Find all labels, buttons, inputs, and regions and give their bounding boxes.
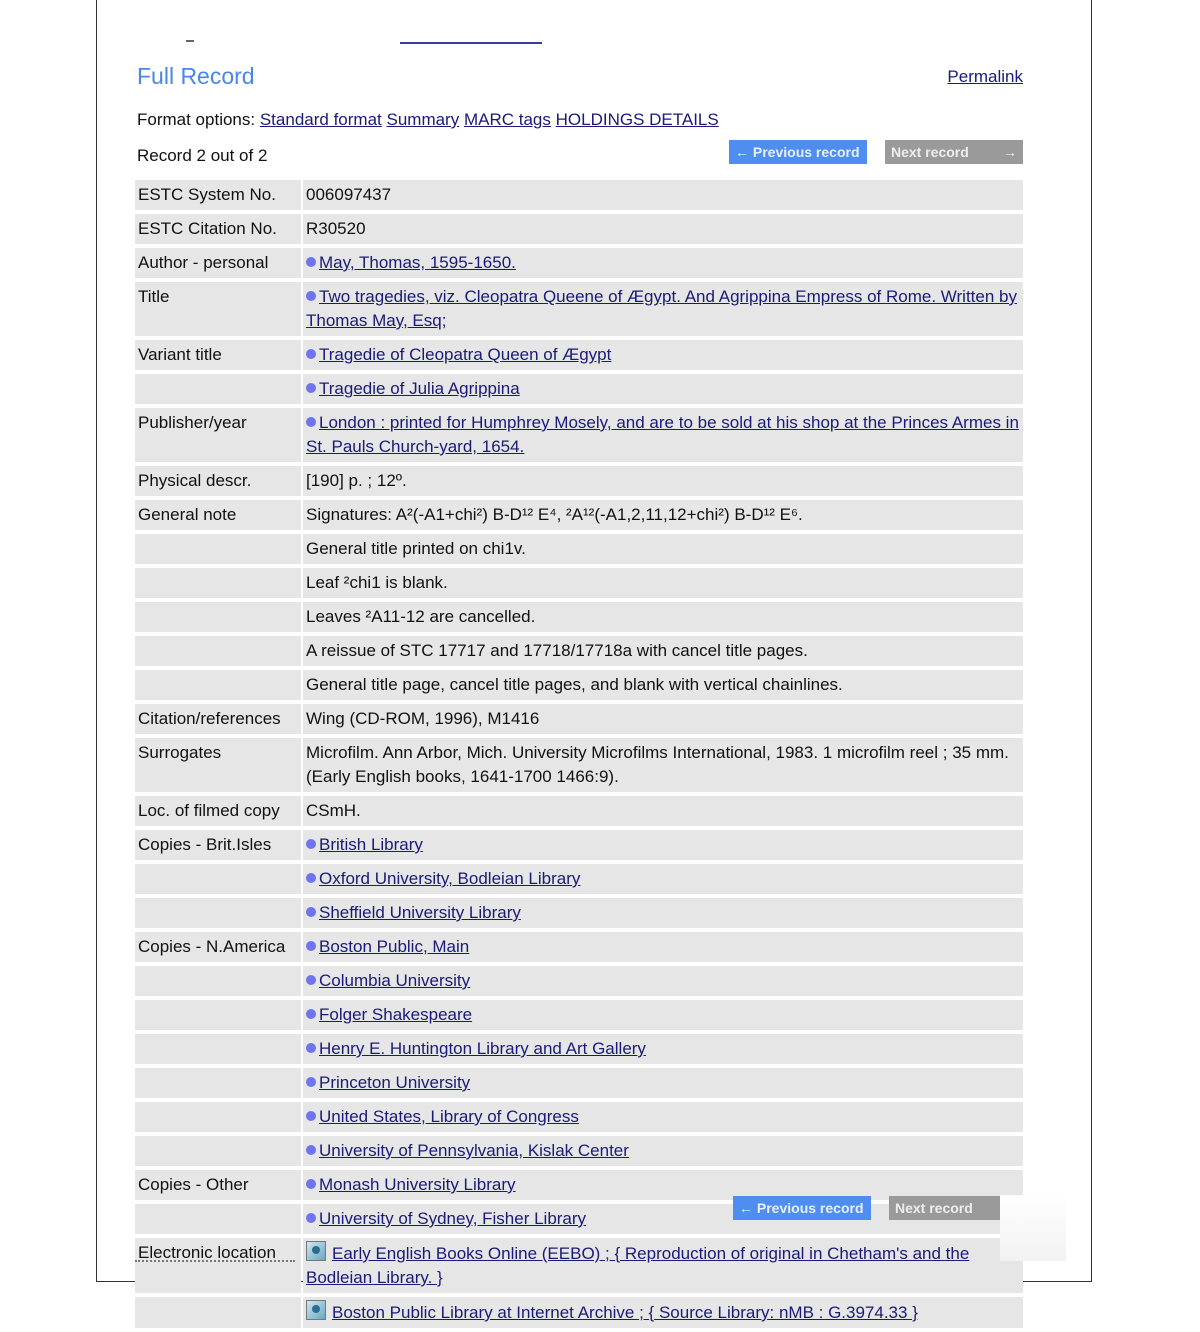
page-title: Full Record — [137, 63, 255, 89]
field-label: Citation/references — [135, 704, 301, 734]
table-row — [135, 248, 1023, 278]
field-value — [303, 830, 1023, 860]
format-marc-link[interactable]: MARC tags — [463, 110, 551, 129]
table-row — [135, 636, 1023, 666]
arrow-right-icon: → — [1003, 144, 1017, 160]
previous-record-button[interactable]: ← Previous record — [733, 1196, 871, 1220]
table-row — [135, 568, 1023, 598]
electronic-location-link[interactable]: Boston Public Library at Internet Archive ; { Source Library: nMB : G.3974.33 } — [332, 1303, 918, 1322]
field-label-empty — [135, 636, 301, 666]
field-label: ESTC Citation No. — [135, 214, 301, 244]
next-record-button[interactable] — [885, 140, 1023, 164]
field-value — [303, 966, 1023, 996]
page-fade — [1000, 1195, 1066, 1261]
table-row — [135, 214, 1023, 244]
field-label-empty — [135, 1034, 301, 1064]
electronic-resource-icon[interactable] — [306, 1300, 326, 1320]
bullet-dot-icon — [306, 1179, 316, 1189]
copy-location-link[interactable]: Sheffield University Library — [319, 903, 521, 922]
field-value — [303, 1000, 1023, 1030]
record-nav-bottom — [733, 1196, 1027, 1220]
title-link[interactable]: Two tragedies, viz. Cleopatra Queene of Ægypt. And Agrippina Empress of Rome. Written by Thomas May, Esq; — [306, 287, 1017, 330]
field-value — [303, 1297, 1023, 1328]
bullet-dot-icon — [306, 291, 316, 301]
field-label-empty — [135, 1204, 301, 1234]
table-row — [135, 670, 1023, 700]
field-value: Signatures: A²(-A1+chi²) B-D¹² E⁴, ²A¹²(-A1,2,11,12+chi²) B-D¹² E⁶. — [303, 500, 1023, 530]
copy-location-link[interactable]: Columbia University — [319, 971, 471, 990]
publisher-link[interactable]: London : printed for Humphrey Mosely, and are to be sold at his shop at the Princes Armes in St. Pauls Church-yard, 1654. — [306, 413, 1019, 456]
bullet-dot-icon — [306, 349, 316, 359]
bullet-dot-icon — [306, 417, 316, 427]
field-label: General note — [135, 500, 301, 530]
field-value — [303, 898, 1023, 928]
format-standard-link[interactable]: Standard format — [259, 110, 382, 129]
field-label-empty — [135, 670, 301, 700]
bullet-dot-icon — [306, 1043, 316, 1053]
field-value: General title page, cancel title pages, and blank with vertical chainlines. — [303, 670, 1023, 700]
field-label: Publisher/year — [135, 408, 301, 462]
field-label-empty — [135, 1102, 301, 1132]
field-label: Copies - N.America — [135, 932, 301, 962]
table-row — [135, 534, 1023, 564]
format-options-label: Format options: — [137, 110, 256, 129]
field-label: Author - personal — [135, 248, 301, 278]
field-value: 006097437 — [303, 180, 1023, 210]
field-label: Loc. of filmed copy — [135, 796, 301, 826]
copy-location-link[interactable]: Princeton University — [319, 1073, 471, 1092]
table-row — [135, 180, 1023, 210]
field-value — [303, 1238, 1023, 1293]
bullet-dot-icon — [306, 873, 316, 883]
table-row — [135, 1136, 1023, 1166]
field-value — [303, 282, 1023, 336]
format-summary-link[interactable]: Summary — [386, 110, 460, 129]
field-label-empty — [135, 1068, 301, 1098]
copy-location-link[interactable]: United States, Library of Congress — [319, 1107, 579, 1126]
field-value — [303, 1136, 1023, 1166]
copy-location-link[interactable]: Boston Public, Main — [319, 937, 470, 956]
field-value: Microfilm. Ann Arbor, Mich. University Microfilms International, 1983. 1 microfilm reel ; 35 mm. (Early English books, 1641-1700 1466:9). — [303, 738, 1023, 792]
format-holdings-link[interactable]: HOLDINGS DETAILS — [555, 110, 719, 129]
table-row — [135, 1102, 1023, 1132]
field-label: Physical descr. — [135, 466, 301, 496]
bullet-dot-icon — [306, 975, 316, 985]
bullet-dot-icon — [306, 257, 316, 267]
previous-record-button[interactable]: ← Previous record — [729, 140, 867, 164]
bullet-dot-icon — [306, 839, 316, 849]
field-value: CSmH. — [303, 796, 1023, 826]
field-label: Title — [135, 282, 301, 336]
table-row — [135, 796, 1023, 826]
field-label: Surrogates — [135, 738, 301, 792]
table-row — [135, 1034, 1023, 1064]
table-row — [135, 966, 1023, 996]
bullet-dot-icon — [306, 1111, 316, 1121]
table-row — [135, 602, 1023, 632]
field-label: Copies - Brit.Isles — [135, 830, 301, 860]
permalink-link[interactable]: Permalink — [947, 67, 1023, 86]
record-table — [133, 176, 1025, 1332]
table-row — [135, 1068, 1023, 1098]
table-row — [135, 374, 1023, 404]
field-value — [303, 864, 1023, 894]
copy-location-link[interactable]: Monash University Library — [319, 1175, 516, 1194]
field-label-empty — [135, 1136, 301, 1166]
copy-location-link[interactable]: Folger Shakespeare — [319, 1005, 473, 1024]
field-label-empty — [135, 602, 301, 632]
field-label-empty — [135, 898, 301, 928]
table-row — [135, 898, 1023, 928]
table-row — [135, 500, 1023, 530]
field-label: Electronic location — [135, 1238, 301, 1293]
bullet-dot-icon — [306, 1077, 316, 1087]
record-nav-top — [729, 140, 1023, 164]
cropped-text-fragment — [135, 1260, 295, 1266]
field-value — [303, 1034, 1023, 1064]
cropped-link-fragment — [400, 42, 542, 44]
cropped-text-fragment — [186, 40, 194, 42]
next-record-label: Next record — [891, 144, 969, 160]
field-value: Leaves ²A11-12 are cancelled. — [303, 602, 1023, 632]
variant-title-link[interactable]: Tragedie of Julia Agrippina — [319, 379, 520, 398]
field-value: A reissue of STC 17717 and 17718/17718a with cancel title pages. — [303, 636, 1023, 666]
table-row — [135, 1000, 1023, 1030]
table-row — [135, 704, 1023, 734]
field-label: Variant title — [135, 340, 301, 370]
field-label: ESTC System No. — [135, 180, 301, 210]
copy-location-link[interactable]: University of Sydney, Fisher Library — [319, 1209, 587, 1228]
table-row — [135, 830, 1023, 860]
field-value: Leaf ²chi1 is blank. — [303, 568, 1023, 598]
copy-location-link[interactable]: University of Pennsylvania, Kislak Center — [319, 1141, 629, 1160]
field-value: General title printed on chi1v. — [303, 534, 1023, 564]
table-row — [135, 864, 1023, 894]
next-record-label: Next record — [895, 1200, 973, 1216]
field-label: Copies - Other — [135, 1170, 301, 1200]
field-label-empty — [135, 568, 301, 598]
electronic-resource-icon[interactable] — [306, 1241, 326, 1261]
field-value — [303, 374, 1023, 404]
table-row — [135, 932, 1023, 962]
field-value: R30520 — [303, 214, 1023, 244]
field-label-empty — [135, 966, 301, 996]
table-row — [135, 466, 1023, 496]
variant-title-link[interactable]: Tragedie of Cleopatra Queen of Ægypt — [319, 345, 612, 364]
bullet-dot-icon — [306, 941, 316, 951]
author-link[interactable]: May, Thomas, 1595-1650. — [319, 253, 516, 272]
field-value — [303, 1068, 1023, 1098]
field-value — [303, 932, 1023, 962]
field-label-empty — [135, 534, 301, 564]
field-value — [303, 248, 1023, 278]
copy-location-link[interactable]: Oxford University, Bodleian Library — [319, 869, 581, 888]
table-row — [135, 738, 1023, 792]
electronic-location-link[interactable]: Early English Books Online (EEBO) ; { Reproduction of original in Chetham's and the Bodleian Library. } — [306, 1244, 970, 1287]
table-row — [135, 340, 1023, 370]
copy-location-link[interactable]: Henry E. Huntington Library and Art Gallery — [319, 1039, 646, 1058]
bullet-dot-icon — [306, 383, 316, 393]
field-label-empty — [135, 1000, 301, 1030]
format-options — [137, 110, 719, 130]
field-value — [303, 1102, 1023, 1132]
field-value: Wing (CD-ROM, 1996), M1416 — [303, 704, 1023, 734]
field-value: [190] p. ; 12º. — [303, 466, 1023, 496]
bullet-dot-icon — [306, 1213, 316, 1223]
table-row — [135, 1297, 1023, 1328]
table-row — [135, 282, 1023, 336]
bullet-dot-icon — [306, 1009, 316, 1019]
field-label-empty — [135, 374, 301, 404]
field-value — [303, 340, 1023, 370]
record-count: Record 2 out of 2 — [137, 146, 268, 165]
bullet-dot-icon — [306, 907, 316, 917]
field-label-empty — [135, 1297, 301, 1328]
field-label-empty — [135, 864, 301, 894]
bullet-dot-icon — [306, 1145, 316, 1155]
table-row — [135, 408, 1023, 462]
copy-location-link[interactable]: British Library — [319, 835, 423, 854]
field-value — [303, 408, 1023, 462]
